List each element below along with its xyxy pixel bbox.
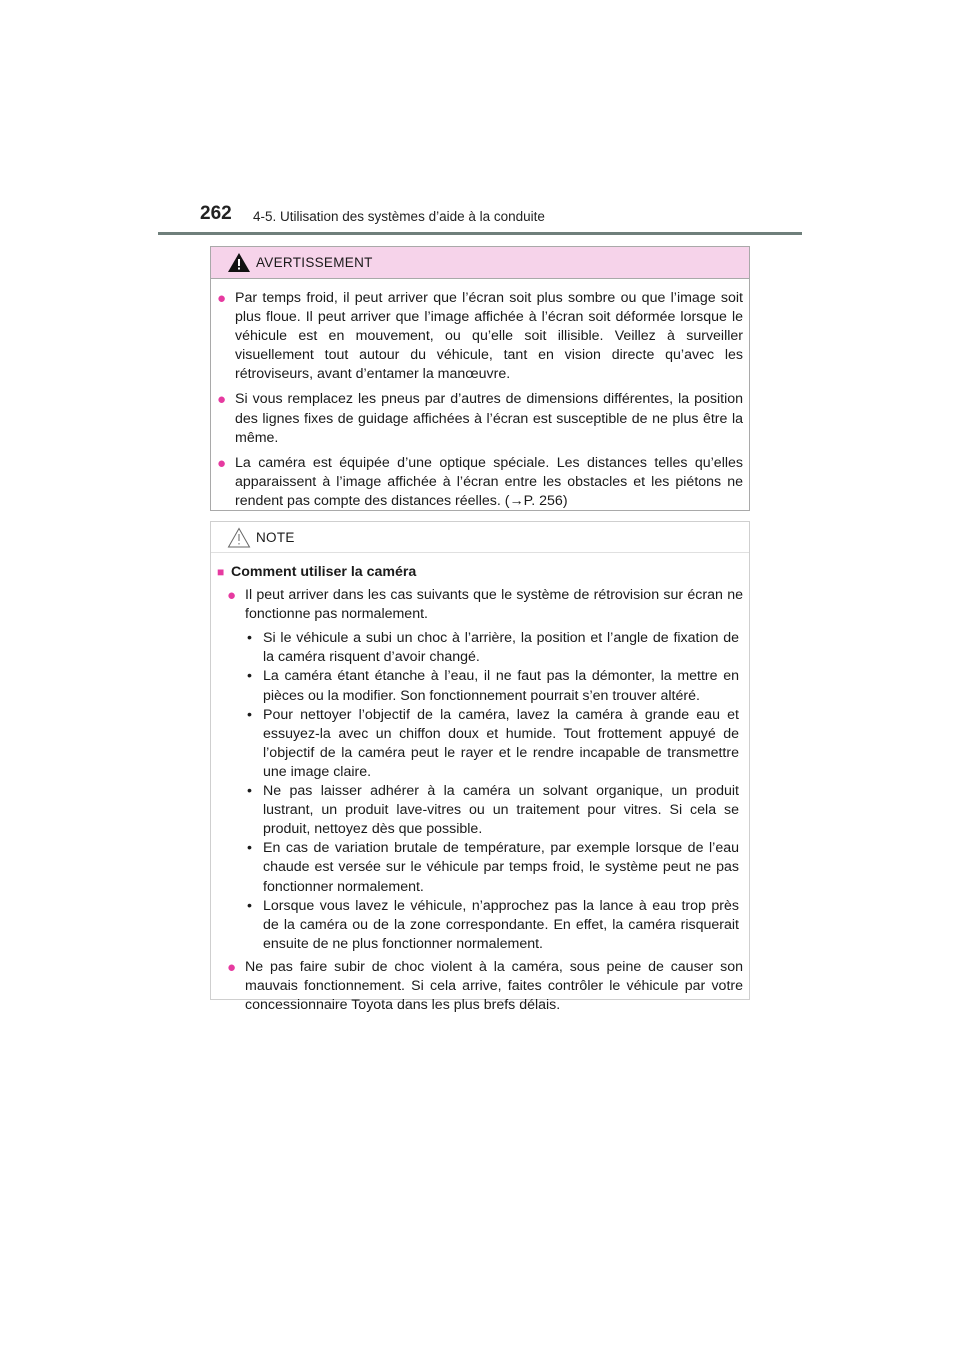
page-number: 262: [200, 203, 232, 224]
section-title: Comment utiliser la caméra: [231, 564, 417, 580]
warning-item: [217, 390, 743, 447]
caution-triangle-icon: [227, 527, 251, 548]
warning-item: [217, 454, 743, 511]
sub-item-text: Pour nettoyer l’objectif de la caméra, lavez la caméra à grande eau et essuyez-la avec un chiffon doux et humide. Tout frottement appuyé de l’objectif de la caméra peut le rayer et le rendre incapable de transmettre une image claire.: [263, 706, 739, 780]
note-item: [217, 958, 743, 1015]
bullet-icon: ●: [227, 587, 237, 605]
warning-content: [211, 279, 749, 511]
header-rule: [158, 232, 802, 235]
note-item-text: Il peut arriver dans les cas suivants que le système de rétrovision sur écran ne fonctionne pas normalement.: [245, 587, 743, 623]
warning-box: [210, 246, 750, 511]
sub-item-text: Ne pas laisser adhérer à la caméra un solvant organique, un produit lustrant, un produit lave-vitres ou un traitement pour vitres. Si cela se produit, nettoyez dès que possible.: [263, 783, 739, 838]
dot-marker: •: [247, 897, 252, 914]
note-header: [211, 522, 749, 553]
sub-item: [247, 629, 743, 667]
dot-marker: •: [247, 783, 252, 800]
dot-marker: •: [247, 706, 252, 723]
bullet-icon: ●: [227, 958, 237, 976]
warning-item-text: La caméra est équipée d’une optique spéciale. Les distances telles qu’elles apparaissent à l’image affichée à l’écran entre les obstacles et les piétons ne rendent pas compte des distances réelles. (→P. 256): [235, 454, 743, 509]
dot-marker: •: [247, 668, 252, 685]
dot-marker: •: [247, 630, 252, 647]
sub-item: [247, 897, 743, 954]
note-box: [210, 521, 750, 1014]
sub-item-text: Lorsque vous lavez le véhicule, n’approchez pas la lance à eau trop près de la caméra ou de la zone correspondante. En effet, la caméra risquerait ensuite de ne plus fonctionner normalement.: [263, 897, 739, 952]
warning-item-text: Si vous remplacez les pneus par d’autres de dimensions différentes, la position des lignes fixes de guidage affichées à l’écran est susceptible de ne plus être la même.: [235, 391, 743, 446]
section-heading: [217, 563, 743, 582]
sub-item: [247, 706, 743, 782]
note-content: [211, 553, 749, 1015]
note-item-text: Ne pas faire subir de choc violent à la caméra, sous peine de causer son mauvais fonctionnement. Si cela arrive, faites contrôler le véhicule par votre concessionnaire Toyota dans les plus brefs délais.: [245, 958, 743, 1014]
chapter-title: 4-5. Utilisation des systèmes d’aide à la conduite: [253, 209, 545, 224]
square-bullet-icon: ■: [217, 565, 225, 579]
dot-marker: •: [247, 840, 252, 857]
bullet-icon: ●: [217, 391, 227, 409]
sub-item: [247, 782, 743, 839]
sub-item: [247, 667, 743, 705]
bullet-icon: ●: [217, 454, 227, 472]
page-header: [0, 0, 960, 240]
note-item: [217, 586, 743, 624]
warning-item: [217, 289, 743, 384]
warning-title: AVERTISSEMENT: [256, 255, 373, 270]
bullet-icon: ●: [217, 290, 227, 307]
sub-item: [247, 839, 743, 896]
sub-list: [217, 629, 743, 954]
sub-item-text: En cas de variation brutale de température, par exemple lorsque de l’eau chaude est versée sur le véhicule par temps froid, le système peut ne pas fonctionner normalement.: [263, 840, 739, 895]
warning-header: [211, 247, 749, 279]
note-title: NOTE: [256, 530, 295, 545]
sub-item-text: Si le véhicule a subi un choc à l’arrière, la position et l’angle de fixation de la caméra risquent d’avoir changé.: [263, 630, 739, 666]
sub-item-text: La caméra étant étanche à l’eau, il ne faut pas la démonter, la mettre en pièces ou la modifier. Son fonctionnement pourrait s’en trouver altéré.: [263, 668, 739, 704]
warning-triangle-icon: [227, 252, 251, 273]
warning-item-text: Par temps froid, il peut arriver que l’écran soit plus sombre ou que l’image soit plus floue. Il peut arriver que l’image affichée à l’écran soit déformée lorsque le véhicule est en mouvement, ou qu’elle soit illisible. Veillez à surveiller visuellement tout autour du véhicule, tant en vision directe qu’avec les rétroviseurs, avant d’entamer la manœuvre.: [235, 290, 743, 383]
